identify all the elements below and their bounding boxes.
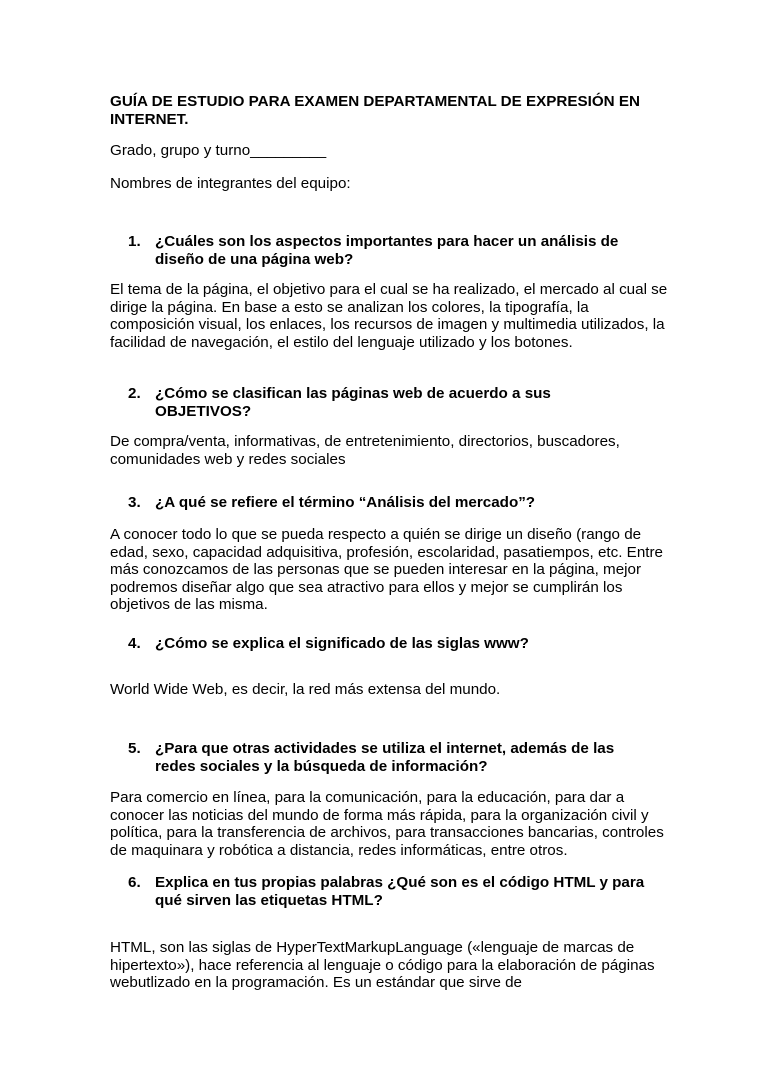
question-4 [128,635,648,653]
question-number: 2. [128,385,141,402]
question-text: ¿Cómo se clasifican las páginas web de acuerdo a sus OBJETIVOS? [155,385,551,420]
question-2 [128,385,648,420]
question-number: 3. [128,494,141,511]
question-number: 5. [128,740,141,757]
question-text: ¿Cuáles son los aspectos importantes para hacer un análisis de diseño de una página web? [155,233,619,268]
question-number: 4. [128,635,141,652]
question-3 [128,494,648,512]
answer-1: El tema de la página, el objetivo para el cual se ha realizado, el mercado al cual se dirige la página. En base a esto se analizan los colores, la tipografía, la composición visual, los enlaces, los recursos de imagen y multimedia utilizados, la facilidad de navegación, el estilo del lenguaje utilizado y los botones. [110,281,668,351]
question-5 [128,740,648,775]
question-text: Explica en tus propias palabras ¿Qué son es el código HTML y para qué sirven las etiquetas HTML? [155,874,645,909]
answer-2: De compra/venta, informativas, de entretenimiento, directorios, buscadores, comunidades web y redes sociales [110,433,620,468]
question-number: 6. [128,874,141,891]
question-number: 1. [128,233,141,250]
grado-grupo-turno-line: Grado, grupo y turno_________ [110,142,327,159]
team-members-line: Nombres de integrantes del equipo: [110,175,351,192]
question-6 [128,874,648,909]
question-text: ¿Para que otras actividades se utiliza el internet, además de las redes sociales y la búsqueda de información? [155,740,615,775]
answer-5: Para comercio en línea, para la comunicación, para la educación, para dar a conocer las noticias del mundo de forma más rápida, para la organización civil y política, para la transferencia de archivos, para transacciones bancarias, controles de maquinara y robótica a distancia, redes informáticas, entre otros. [110,789,664,859]
question-1 [128,233,648,268]
answer-4: World Wide Web, es decir, la red más extensa del mundo. [110,681,501,698]
answer-3: A conocer todo lo que se pueda respecto a quién se dirige un diseño (rango de edad, sexo, capacidad adquisitiva, profesión, escolaridad, pasatiempos, etc. Entre más conozcamos de las personas que se pueden interesar en la página, mejor podremos diseñar algo que sea atractivo para ellos y mejor se cumplirán los objetivos de las misma. [110,526,663,613]
document-title: GUÍA DE ESTUDIO PARA EXAMEN DEPARTAMENTAL DE EXPRESIÓN EN INTERNET. [110,93,640,128]
question-text: ¿A qué se refiere el término “Análisis del mercado”? [155,494,536,511]
answer-6: HTML, son las siglas de HyperTextMarkupLanguage («lenguaje de marcas de hipertexto»), hace referencia al lenguaje o código para la elaboración de páginas webutlizado en la programación. Es un estándar que sirve de [110,939,655,991]
question-text: ¿Cómo se explica el significado de las siglas www? [155,635,529,652]
